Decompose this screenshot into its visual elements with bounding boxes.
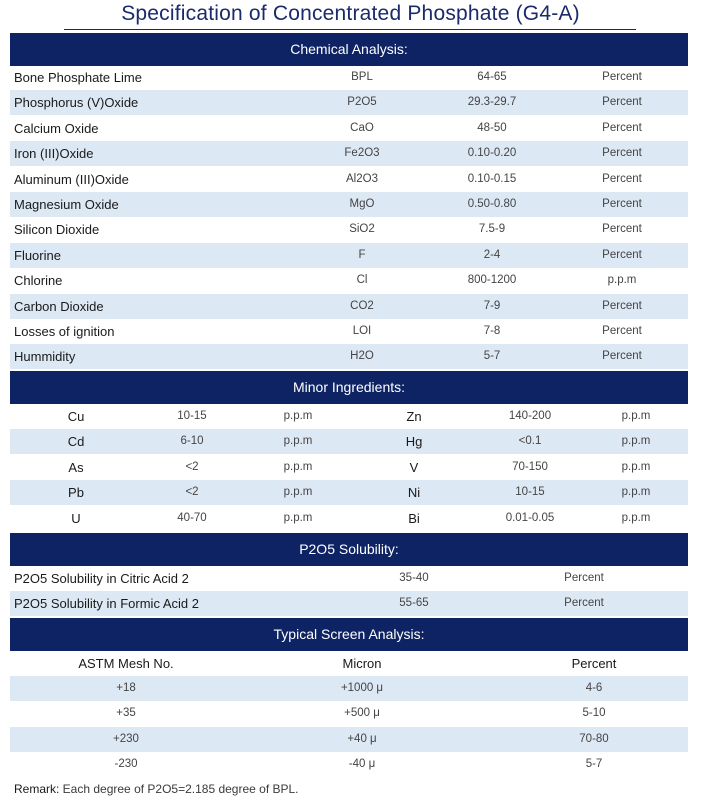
- table-row: [10, 676, 688, 701]
- compound-formula: Fe2O3: [344, 147, 380, 160]
- table-row: [10, 455, 688, 480]
- mesh-value: +35: [116, 707, 136, 720]
- table-row: [10, 591, 688, 616]
- chemical-analysis-header: Chemical Analysis:: [10, 33, 688, 66]
- compound-unit: Percent: [602, 350, 642, 363]
- table-row: [10, 506, 688, 531]
- element-symbol: Hg: [405, 434, 423, 450]
- screen-analysis-header: Typical Screen Analysis:: [10, 618, 688, 651]
- element-value: <2: [185, 486, 199, 499]
- compound-name: Iron (III)Oxide: [14, 146, 94, 162]
- compound-formula: SiO2: [349, 223, 375, 236]
- table-row: [10, 65, 688, 90]
- element-symbol: Cd: [67, 434, 85, 450]
- solubility-value: 35-40: [399, 572, 429, 584]
- element-unit: p.p.m: [283, 435, 313, 448]
- table-row: [10, 116, 688, 141]
- table-row: [10, 404, 688, 429]
- solubility-unit: Percent: [564, 572, 604, 584]
- element-symbol: Zn: [406, 409, 422, 424]
- compound-name: Fluorine: [14, 247, 61, 263]
- compound-value: 2-4: [483, 248, 501, 261]
- solubility-name: P2O5 Solubility in Citric Acid 2: [14, 571, 189, 586]
- micron-value: +40 μ: [347, 732, 377, 745]
- compound-value: 7-9: [483, 299, 501, 312]
- table-row: [10, 701, 688, 726]
- percent-value: 5-10: [582, 707, 606, 720]
- element-unit: p.p.m: [621, 410, 651, 422]
- mesh-value: +18: [116, 682, 136, 694]
- element-value: 70-150: [512, 460, 548, 473]
- compound-unit: p.p.m: [607, 274, 637, 287]
- element-symbol: V: [409, 459, 419, 475]
- compound-value: 7.5-9: [478, 223, 506, 236]
- table-row: [10, 727, 688, 752]
- compound-unit: Percent: [602, 71, 642, 83]
- element-value: 140-200: [508, 410, 552, 422]
- compound-formula: BPL: [351, 71, 373, 83]
- page-title: Specification of Concentrated Phosphate (G4-A): [121, 2, 580, 25]
- remark-label: Remark:: [14, 782, 60, 796]
- compound-formula: CO2: [350, 299, 374, 312]
- table-row: [10, 268, 688, 293]
- compound-unit: Percent: [602, 96, 642, 109]
- compound-name: Phosphorus (V)Oxide: [14, 95, 139, 111]
- micron-value: +1000 μ: [340, 682, 384, 694]
- table-row: [10, 752, 688, 777]
- element-value: 40-70: [177, 511, 207, 524]
- compound-name: Hummidity: [14, 349, 76, 365]
- element-unit: p.p.m: [621, 435, 651, 448]
- micron-value: -40 μ: [348, 758, 376, 771]
- compound-name: Silicon Dioxide: [14, 222, 100, 238]
- compound-formula: MgO: [349, 198, 375, 210]
- element-unit: p.p.m: [283, 511, 313, 524]
- compound-unit: Percent: [602, 299, 642, 312]
- element-value: 6-10: [180, 435, 204, 448]
- element-symbol: Cu: [67, 409, 85, 424]
- element-symbol: As: [68, 459, 84, 475]
- element-value: 10-15: [515, 486, 545, 499]
- element-value: <2: [185, 460, 199, 473]
- p2o5-solubility-header: P2O5 Solubility:: [10, 533, 688, 566]
- table-row: [10, 243, 688, 268]
- percent-value: 5-7: [585, 758, 603, 771]
- table-row: [10, 90, 688, 115]
- column-header-mesh: ASTM Mesh No.: [78, 656, 174, 671]
- compound-formula: LOI: [352, 325, 372, 337]
- element-value: 10-15: [177, 410, 207, 422]
- compound-unit: Percent: [602, 198, 642, 210]
- compound-formula: CaO: [350, 121, 374, 134]
- compound-name: Losses of ignition: [14, 324, 115, 339]
- compound-name: Aluminum (III)Oxide: [14, 171, 129, 187]
- element-value: 0.01-0.05: [505, 511, 555, 524]
- table-row: [10, 429, 688, 454]
- percent-value: 4-6: [585, 682, 603, 694]
- compound-name: Calcium Oxide: [14, 120, 99, 136]
- compound-formula: Al2O3: [346, 172, 378, 185]
- micron-value: +500 μ: [344, 707, 380, 720]
- percent-value: 70-80: [579, 732, 609, 745]
- compound-name: Magnesium Oxide: [14, 197, 119, 212]
- mesh-value: -230: [114, 758, 138, 771]
- column-header-micron: Micron: [342, 656, 382, 671]
- element-symbol: Bi: [408, 510, 420, 526]
- compound-value: 0.10-0.15: [467, 172, 517, 185]
- compound-value: 0.50-0.80: [467, 198, 517, 210]
- compound-unit: Percent: [602, 325, 642, 337]
- compound-name: Chlorine: [14, 273, 63, 289]
- solubility-value: 55-65: [399, 597, 429, 609]
- element-unit: p.p.m: [283, 460, 313, 473]
- compound-value: 800-1200: [467, 274, 517, 287]
- compound-name: Bone Phosphate Lime: [14, 70, 142, 85]
- screen-analysis-column-headers: [10, 651, 688, 676]
- compound-unit: Percent: [602, 223, 642, 236]
- compound-unit: Percent: [602, 172, 642, 185]
- table-row: [10, 294, 688, 319]
- compound-value: 5-7: [483, 350, 501, 363]
- table-row: [10, 141, 688, 166]
- table-row: [10, 566, 688, 591]
- table-row: [10, 217, 688, 242]
- element-symbol: U: [71, 510, 81, 526]
- element-unit: p.p.m: [283, 410, 313, 422]
- table-row: [10, 344, 688, 369]
- compound-value: 7-8: [483, 325, 501, 337]
- compound-name: Carbon Dioxide: [14, 298, 104, 314]
- compound-formula: H2O: [350, 350, 374, 363]
- solubility-name: P2O5 Solubility in Formic Acid 2: [14, 596, 199, 611]
- element-unit: p.p.m: [283, 486, 313, 499]
- compound-value: 29.3-29.7: [467, 96, 517, 109]
- solubility-unit: Percent: [564, 597, 604, 609]
- element-symbol: Ni: [407, 485, 421, 501]
- title-underline: [64, 29, 636, 30]
- mesh-value: +230: [113, 732, 139, 745]
- compound-formula: Cl: [356, 274, 368, 287]
- table-row: [10, 319, 688, 344]
- compound-value: 48-50: [477, 121, 507, 134]
- element-unit: p.p.m: [621, 511, 651, 524]
- element-symbol: Pb: [68, 485, 84, 501]
- minor-ingredients-header: Minor Ingredients:: [10, 371, 688, 404]
- compound-unit: Percent: [602, 248, 642, 261]
- compound-unit: Percent: [602, 121, 642, 134]
- remark-note: [14, 779, 299, 799]
- element-unit: p.p.m: [621, 486, 651, 499]
- compound-formula: P2O5: [347, 96, 377, 109]
- compound-formula: F: [358, 248, 366, 261]
- compound-unit: Percent: [602, 147, 642, 160]
- table-row: [10, 167, 688, 192]
- element-unit: p.p.m: [621, 460, 651, 473]
- remark-text: Each degree of P2O5=2.185 degree of BPL.: [59, 782, 299, 796]
- element-value: <0.1: [518, 435, 542, 448]
- compound-value: 64-65: [477, 71, 507, 83]
- compound-value: 0.10-0.20: [467, 147, 517, 160]
- table-row: [10, 192, 688, 217]
- table-row: [10, 480, 688, 505]
- column-header-percent: Percent: [571, 656, 617, 671]
